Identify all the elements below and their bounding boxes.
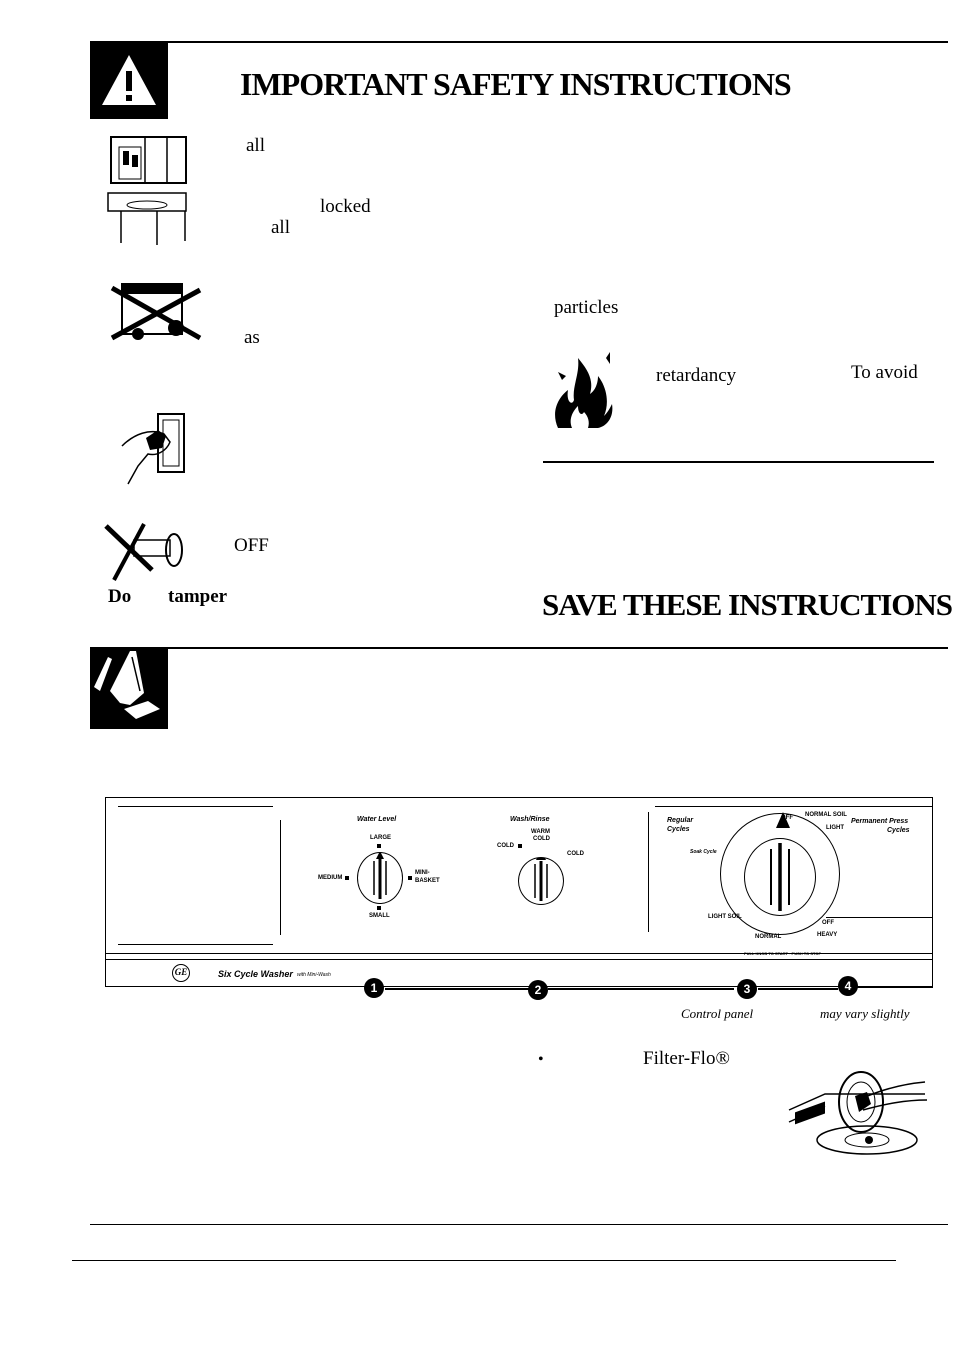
top-rule bbox=[90, 41, 948, 43]
model-name: Six Cycle Washer bbox=[218, 969, 293, 979]
water-level-basket: BASKET bbox=[415, 878, 440, 884]
large-marker bbox=[377, 844, 381, 848]
cabinet-washer-illustration bbox=[105, 133, 190, 248]
cycle-off-top: OFF bbox=[781, 815, 793, 821]
bottom-rule-1 bbox=[90, 1224, 948, 1225]
text-fragment-do: Do bbox=[108, 586, 132, 607]
safety-title: IMPORTANT SAFETY INSTRUCTIONS bbox=[240, 66, 791, 102]
cycle-dial-knob[interactable] bbox=[744, 838, 816, 916]
permanent-press-cycles: Cycles bbox=[887, 827, 910, 834]
filter-removal-illustration bbox=[785, 1060, 930, 1155]
cycle-off-bottom: OFF bbox=[822, 920, 834, 926]
panel-top-line-right bbox=[655, 806, 933, 807]
text-fragment-locked: locked bbox=[320, 196, 371, 217]
medium-marker bbox=[345, 876, 349, 880]
water-level-medium: MEDIUM bbox=[318, 875, 343, 881]
small-marker bbox=[377, 906, 381, 910]
water-level-large: LARGE bbox=[370, 835, 391, 841]
model-subtitle: with Mini-Wash bbox=[297, 972, 331, 978]
regular-cycles-label-2: Cycles bbox=[667, 826, 690, 833]
crossed-plug-illustration bbox=[104, 522, 190, 584]
callout-line-4-end bbox=[857, 986, 933, 988]
soak-cycle-label: Soak Cycle bbox=[690, 849, 717, 855]
callout-line-1-2 bbox=[385, 988, 530, 990]
wash-rinse-warm: WARM bbox=[531, 829, 550, 835]
filter-bullet: • bbox=[538, 1051, 544, 1068]
wash-rinse-knob[interactable] bbox=[518, 857, 564, 905]
light-soil-label: LIGHT SOIL bbox=[708, 914, 742, 920]
text-fragment-retardancy: retardancy bbox=[656, 365, 737, 386]
panel-line-bottom-b bbox=[105, 959, 933, 960]
text-fragment-as: as bbox=[244, 327, 260, 348]
pull-to-start-text: PULL KNOB TO START · PUSH TO STOP bbox=[744, 951, 822, 956]
text-fragment-off: OFF bbox=[234, 535, 269, 556]
bottom-rule-2 bbox=[72, 1260, 896, 1261]
text-fragment-to-avoid: To avoid bbox=[851, 362, 918, 383]
panel-left-line-top bbox=[118, 806, 273, 807]
callout-4: 4 bbox=[838, 976, 858, 996]
wash-rinse-cold-left: COLD bbox=[497, 843, 514, 849]
water-level-small: SMALL bbox=[369, 913, 390, 919]
text-fragment-particles: particles bbox=[554, 297, 619, 318]
panel-divider-1 bbox=[280, 820, 281, 935]
callout-line-3-4 bbox=[758, 988, 838, 990]
callout-2: 2 bbox=[528, 980, 548, 1000]
callout-3: 3 bbox=[737, 979, 757, 999]
filter-flo-name: Filter-Flo® bbox=[643, 1048, 730, 1069]
save-instructions-title: SAVE THESE INSTRUCTIONS bbox=[542, 587, 953, 622]
water-level-mini: MINI- bbox=[415, 870, 430, 876]
water-level-label: Water Level bbox=[357, 816, 397, 823]
text-fragment-all-2: all bbox=[271, 217, 290, 238]
crossed-washer-illustration bbox=[108, 278, 203, 348]
wash-rinse-label: Wash/Rinse bbox=[510, 816, 550, 823]
hand-unplugging-illustration bbox=[118, 408, 198, 486]
normal-label: NORMAL bbox=[755, 934, 782, 940]
mini-marker bbox=[408, 876, 412, 880]
operating-icon-box bbox=[90, 647, 168, 729]
finger-pressing-icon bbox=[90, 647, 168, 729]
callout-line-2-3 bbox=[548, 988, 734, 990]
normal-soil-label: NORMAL SOIL bbox=[805, 812, 847, 818]
caption-control-panel: Control panel bbox=[681, 1006, 754, 1021]
wash-rinse-cold-right: COLD bbox=[567, 851, 584, 857]
ge-logo-icon: GE bbox=[172, 964, 190, 982]
regular-cycles-label: Regular bbox=[667, 817, 694, 824]
permanent-press-label: Permanent Press bbox=[851, 818, 909, 825]
heavy-label: HEAVY bbox=[817, 932, 838, 938]
warning-icon-box bbox=[90, 41, 168, 119]
right-column-divider bbox=[543, 461, 934, 463]
panel-divider-2 bbox=[648, 812, 649, 932]
caption-may-vary: may vary slightly bbox=[820, 1006, 910, 1021]
text-fragment-all: all bbox=[246, 135, 265, 156]
dial-tick-line bbox=[826, 917, 933, 918]
fire-icon bbox=[548, 350, 618, 430]
panel-left-line-bottom bbox=[118, 944, 273, 945]
wash-rinse-cold-top: COLD bbox=[533, 836, 550, 842]
text-fragment-tamper: tamper bbox=[168, 586, 228, 607]
light-label: LIGHT bbox=[826, 825, 844, 831]
callout-1: 1 bbox=[364, 978, 384, 998]
cold-left-marker bbox=[518, 844, 522, 848]
warning-triangle-icon bbox=[90, 41, 168, 119]
water-level-knob[interactable] bbox=[357, 852, 403, 904]
section-rule bbox=[90, 647, 948, 649]
